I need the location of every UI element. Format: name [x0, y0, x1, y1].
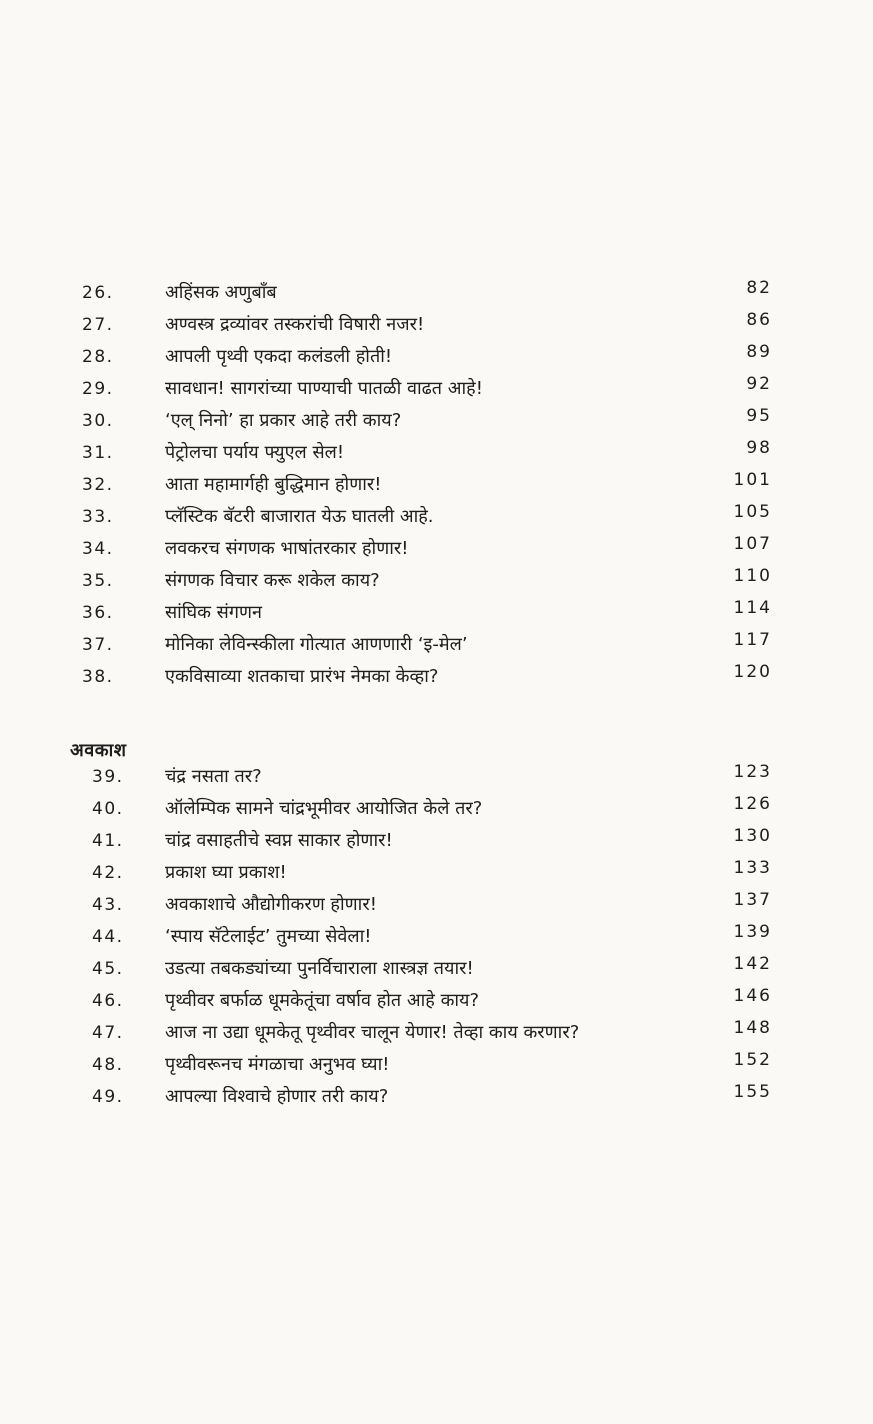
- entry-number: 32.: [82, 475, 114, 495]
- entry-title: मोनिका लेविन्स्कीला गोत्यात आणणारी ‘इ-मेल’: [165, 634, 468, 655]
- entry-title: एकविसाव्या शतकाचा प्रारंभ नेमका केव्हा?: [165, 666, 439, 687]
- entry-page: 92: [746, 374, 772, 394]
- entry-title: सांघिक संगणन: [165, 602, 262, 623]
- entry-title: पृथ्वीवरूनच मंगळाचा अनुभव घ्या!: [165, 1054, 390, 1075]
- entry-number: 47.: [92, 1023, 124, 1043]
- entry-page: 82: [746, 278, 772, 298]
- toc-row: [0, 308, 873, 340]
- toc-row: [0, 436, 873, 468]
- entry-title: पेट्रोलचा पर्याय फ्युएल सेल!: [165, 442, 345, 463]
- toc-row: [0, 888, 873, 920]
- entry-title: चांद्र वसाहतीचे स्वप्न साकार होणार!: [165, 830, 393, 851]
- toc-row: [0, 920, 873, 952]
- entry-title: आपल्या विश्वाचे होणार तरी काय?: [165, 1086, 389, 1107]
- entry-number: 33.: [82, 507, 114, 527]
- entry-number: 40.: [92, 799, 124, 819]
- entry-title: आता महामार्गही बुद्धिमान होणार!: [165, 474, 382, 495]
- entry-title: अण्वस्त्र द्रव्यांवर तस्करांची विषारी नजर!: [165, 314, 425, 335]
- entry-number: 44.: [92, 927, 124, 947]
- entry-number: 41.: [92, 831, 124, 851]
- toc-row: [0, 1016, 873, 1048]
- toc-row: [0, 500, 873, 532]
- toc-row: [0, 824, 873, 856]
- entry-number: 36.: [82, 603, 114, 623]
- entry-title: प्रकाश घ्या प्रकाश!: [165, 862, 287, 883]
- entry-page: 148: [733, 1018, 772, 1038]
- entry-title: ‘स्पाय सॅटेलाईट’ तुमच्या सेवेला!: [165, 926, 372, 947]
- entry-page: 130: [733, 826, 772, 846]
- toc-row: [0, 340, 873, 372]
- entry-number: 43.: [92, 895, 124, 915]
- toc-row: [0, 596, 873, 628]
- entry-page: 98: [746, 438, 772, 458]
- toc-row: [0, 760, 873, 792]
- toc-row: [0, 660, 873, 692]
- entry-page: 120: [733, 662, 772, 682]
- entry-title: ‘एल् निनो’ हा प्रकार आहे तरी काय?: [165, 410, 402, 431]
- entry-number: 45.: [92, 959, 124, 979]
- entry-title: सावधान! सागरांच्या पाण्याची पातळी वाढत आहे!: [165, 378, 483, 399]
- entry-number: 29.: [82, 379, 114, 399]
- entry-title: पृथ्वीवर बर्फाळ धूमकेतूंचा वर्षाव होत आहे काय?: [165, 990, 480, 1011]
- entry-page: 86: [746, 310, 772, 330]
- entry-page: 105: [733, 502, 772, 522]
- toc-row: [0, 1080, 873, 1112]
- entry-page: 137: [733, 890, 772, 910]
- entry-title: ऑलेम्पिक सामने चांद्रभूमीवर आयोजित केले तर?: [165, 798, 483, 819]
- entry-number: 38.: [82, 667, 114, 687]
- entry-title: प्लॅस्टिक बॅटरी बाजारात येऊ घातली आहे.: [165, 506, 434, 527]
- toc-row: [0, 532, 873, 564]
- toc-row: [0, 404, 873, 436]
- entry-page: 123: [733, 762, 772, 782]
- entry-page: 142: [733, 954, 772, 974]
- toc-row: [0, 468, 873, 500]
- entry-page: 114: [733, 598, 772, 618]
- entry-page: 133: [733, 858, 772, 878]
- toc-row: [0, 564, 873, 596]
- entry-page: 117: [733, 630, 772, 650]
- entry-page: 101: [733, 470, 772, 490]
- toc-row: [0, 984, 873, 1016]
- entry-title: लवकरच संगणक भाषांतरकार होणार!: [165, 538, 409, 559]
- entry-title: चंद्र नसता तर?: [165, 766, 262, 787]
- entry-title: आज ना उद्या धूमकेतू पृथ्वीवर चालून येणार! तेव्हा काय करणार?: [165, 1022, 580, 1043]
- entry-page: 107: [733, 534, 772, 554]
- entry-page: 152: [733, 1050, 772, 1070]
- entry-number: 26.: [82, 283, 114, 303]
- entry-number: 46.: [92, 991, 124, 1011]
- entry-title: अहिंसक अणुबाँब: [165, 282, 277, 303]
- entry-number: 28.: [82, 347, 114, 367]
- toc-row: [0, 1048, 873, 1080]
- entry-number: 31.: [82, 443, 114, 463]
- entry-title: आपली पृथ्वी एकदा कलंडली होती!: [165, 346, 393, 367]
- entry-number: 37.: [82, 635, 114, 655]
- toc-row: [0, 792, 873, 824]
- toc-row: [0, 372, 873, 404]
- entry-page: 110: [733, 566, 772, 586]
- entry-number: 48.: [92, 1055, 124, 1075]
- entry-title: संगणक विचार करू शकेल काय?: [165, 570, 380, 591]
- entry-number: 39.: [92, 767, 124, 787]
- entry-page: 126: [733, 794, 772, 814]
- toc-row: [0, 276, 873, 308]
- entry-number: 42.: [92, 863, 124, 883]
- entry-page: 155: [733, 1082, 772, 1102]
- entry-page: 139: [733, 922, 772, 942]
- entry-number: 30.: [82, 411, 114, 431]
- entry-number: 49.: [92, 1087, 124, 1107]
- entry-page: 146: [733, 986, 772, 1006]
- entry-number: 34.: [82, 539, 114, 559]
- section-heading: अवकाश: [70, 740, 127, 761]
- entry-title: उडत्या तबकड्यांच्या पुनर्विचाराला शास्त्रज्ञ तयार!: [165, 958, 474, 979]
- toc-row: [0, 952, 873, 984]
- entry-number: 35.: [82, 571, 114, 591]
- entry-title: अवकाशाचे औद्योगीकरण होणार!: [165, 894, 377, 915]
- entry-number: 27.: [82, 315, 114, 335]
- toc-row: [0, 856, 873, 888]
- entry-page: 95: [746, 406, 772, 426]
- entry-page: 89: [746, 342, 772, 362]
- toc-row: [0, 628, 873, 660]
